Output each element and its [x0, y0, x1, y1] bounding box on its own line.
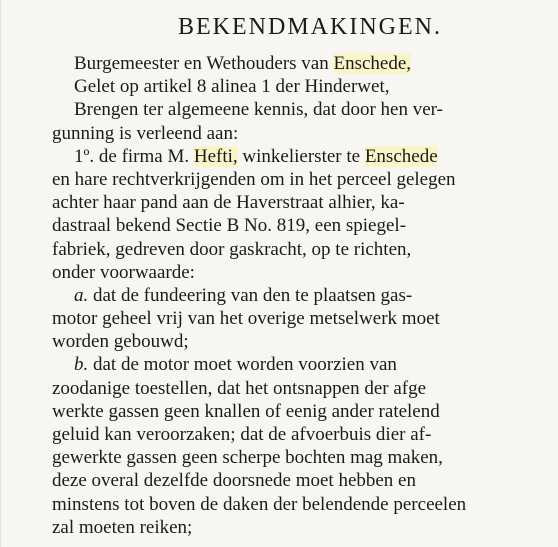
text-line-13: worden gebouwd; [52, 331, 189, 353]
highlighted-term: Enschede [364, 145, 438, 167]
text-line-9: fabriek, gedreven door gaskracht, op te richten, [52, 238, 412, 260]
text-line-4: gunning is verleend aan: [52, 122, 239, 144]
section-heading: BEKENDMAKINGEN. [178, 14, 442, 40]
announcement-body [52, 52, 548, 539]
text-line-18: gewerkte gassen geen scherpe bochten mag maken, [52, 447, 443, 469]
text-line-7: achter haar pand aan de Haverstraat alhier, ka- [52, 192, 405, 214]
highlighted-term: Hefti, [193, 145, 238, 167]
highlighted-term: Enschede, [333, 53, 412, 74]
text-line-15: zoodanige toestellen, dat het ontsnappen der afge [52, 377, 427, 399]
text-line-8: dastraal bekend Sectie B No. 819, een spiegel- [52, 215, 407, 237]
text-line-11: a. dat de fundeering van den te plaatsen gas- [74, 284, 413, 306]
text-line-5: 1º. de firma M. Hefti, winkelierster te Enschede [74, 145, 438, 167]
text-line-19: deze overal dezelfde doorsnede moet hebben en [52, 470, 416, 492]
text-line-1: Burgemeester en Wethouders van Enschede, [74, 53, 412, 74]
text-line-2: Gelet op artikel 8 alinea 1 der Hinderwet, [74, 76, 390, 98]
text-line-10: onder voorwaarde: [52, 261, 195, 283]
text-line-3: Brengen ter algemeene kennis, dat door hen ver- [74, 99, 443, 121]
text-line-14: b. dat de motor moet worden voorzien van [74, 354, 397, 376]
text-line-16: werkte gassen geen knallen of eenig ander ratelend [52, 400, 440, 422]
text-line-12: motor geheel vrij van het overige metselwerk moet [52, 308, 440, 330]
text-line-17: geluid kan veroorzaken; dat de afvoerbuis dier af- [52, 424, 432, 445]
text-line-20: minstens tot boven de daken der belendende perceelen [52, 493, 467, 515]
text-line-6: en hare rechtverkrijgenden om in het perceel gelegen [52, 168, 456, 190]
text-line-21: zal moeten reiken; [52, 516, 193, 538]
